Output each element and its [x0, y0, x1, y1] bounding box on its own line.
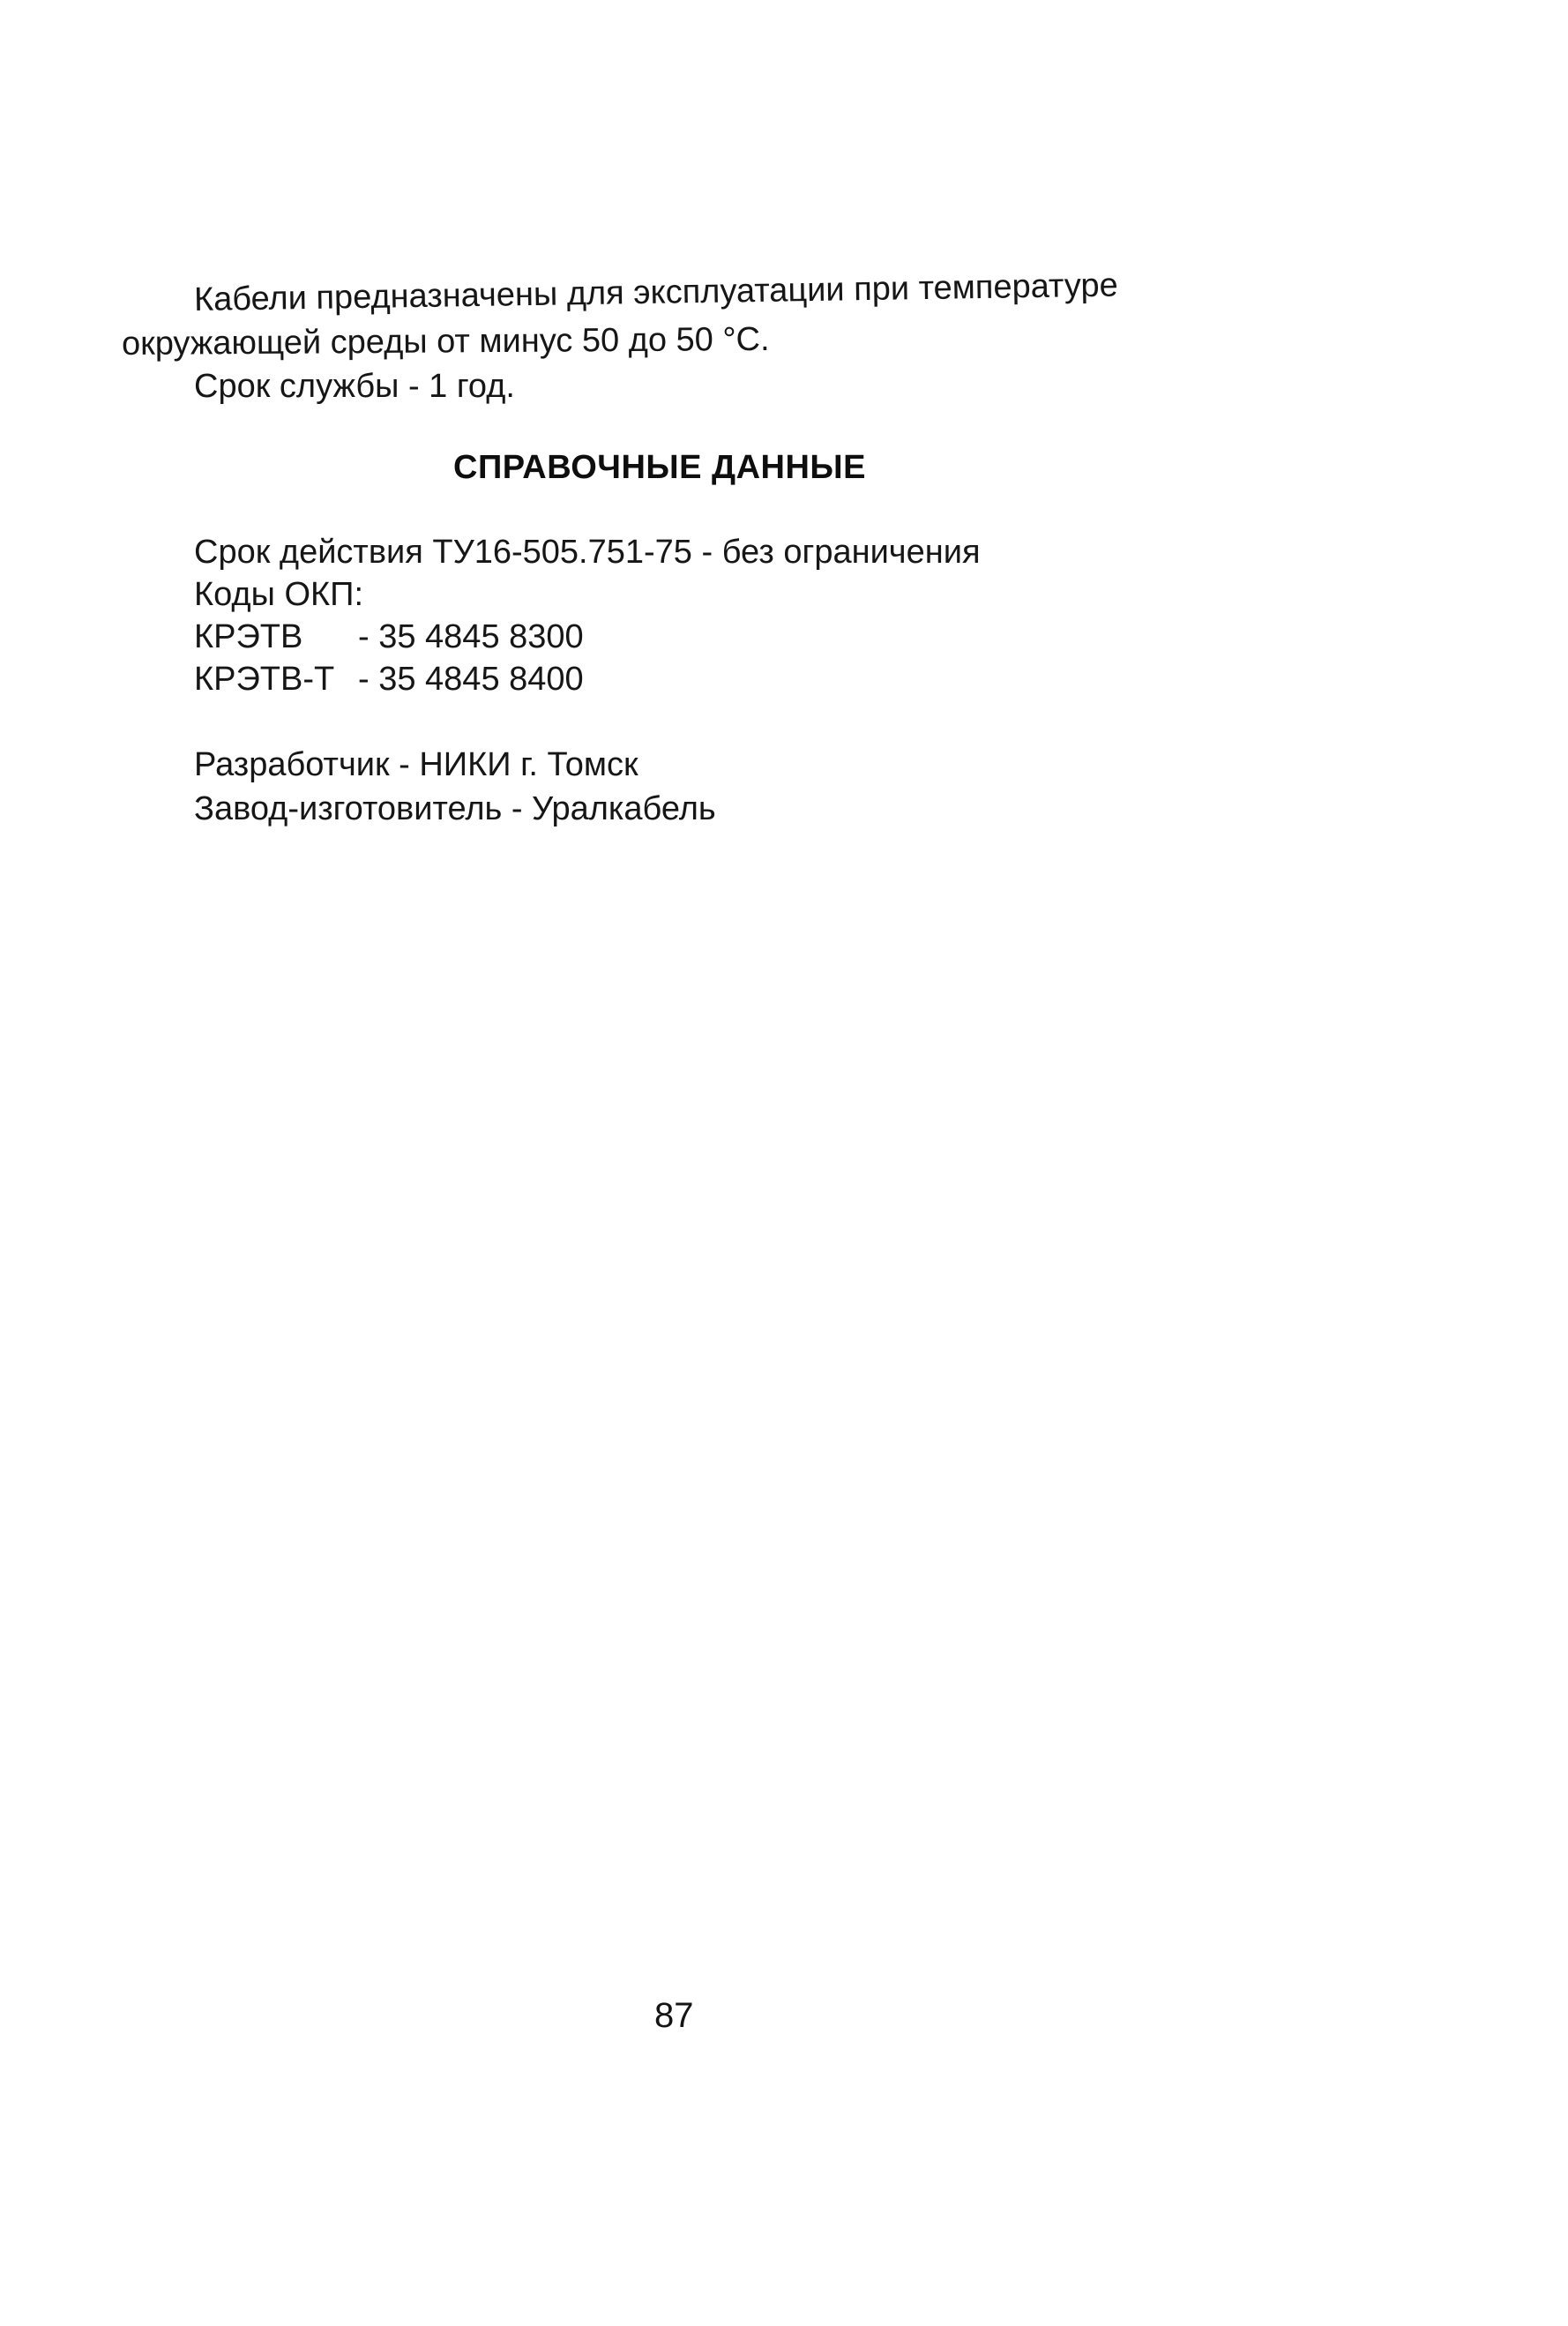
- developer-line: Разработчик - НИКИ г. Томск: [194, 746, 638, 783]
- validity-line: Срок действия ТУ16-505.751-75 - без ограничения: [194, 534, 981, 571]
- okp-code-value: - 35 4845 8300: [358, 618, 584, 655]
- okp-row: [194, 660, 584, 699]
- page-number: 87: [654, 1996, 694, 2035]
- okp-product-name: КРЭТВ: [194, 618, 303, 655]
- okp-code-value: - 35 4845 8400: [358, 661, 584, 698]
- section-heading: СПРАВОЧНЫЕ ДАННЫЕ: [453, 449, 866, 486]
- manufacturer-line: Завод-изготовитель - Уралкабель: [194, 790, 716, 827]
- okp-label: Коды ОКП:: [194, 576, 364, 613]
- intro-line-3: Срок службы - 1 год.: [194, 368, 515, 405]
- intro-line-2: окружающей среды от минус 50 до 50 °С.: [121, 320, 770, 363]
- intro-line-1: Кабели предназначены для эксплуатации при температуре: [193, 266, 1118, 318]
- okp-row: [194, 617, 584, 656]
- okp-product-name: КРЭТВ-Т: [194, 661, 335, 698]
